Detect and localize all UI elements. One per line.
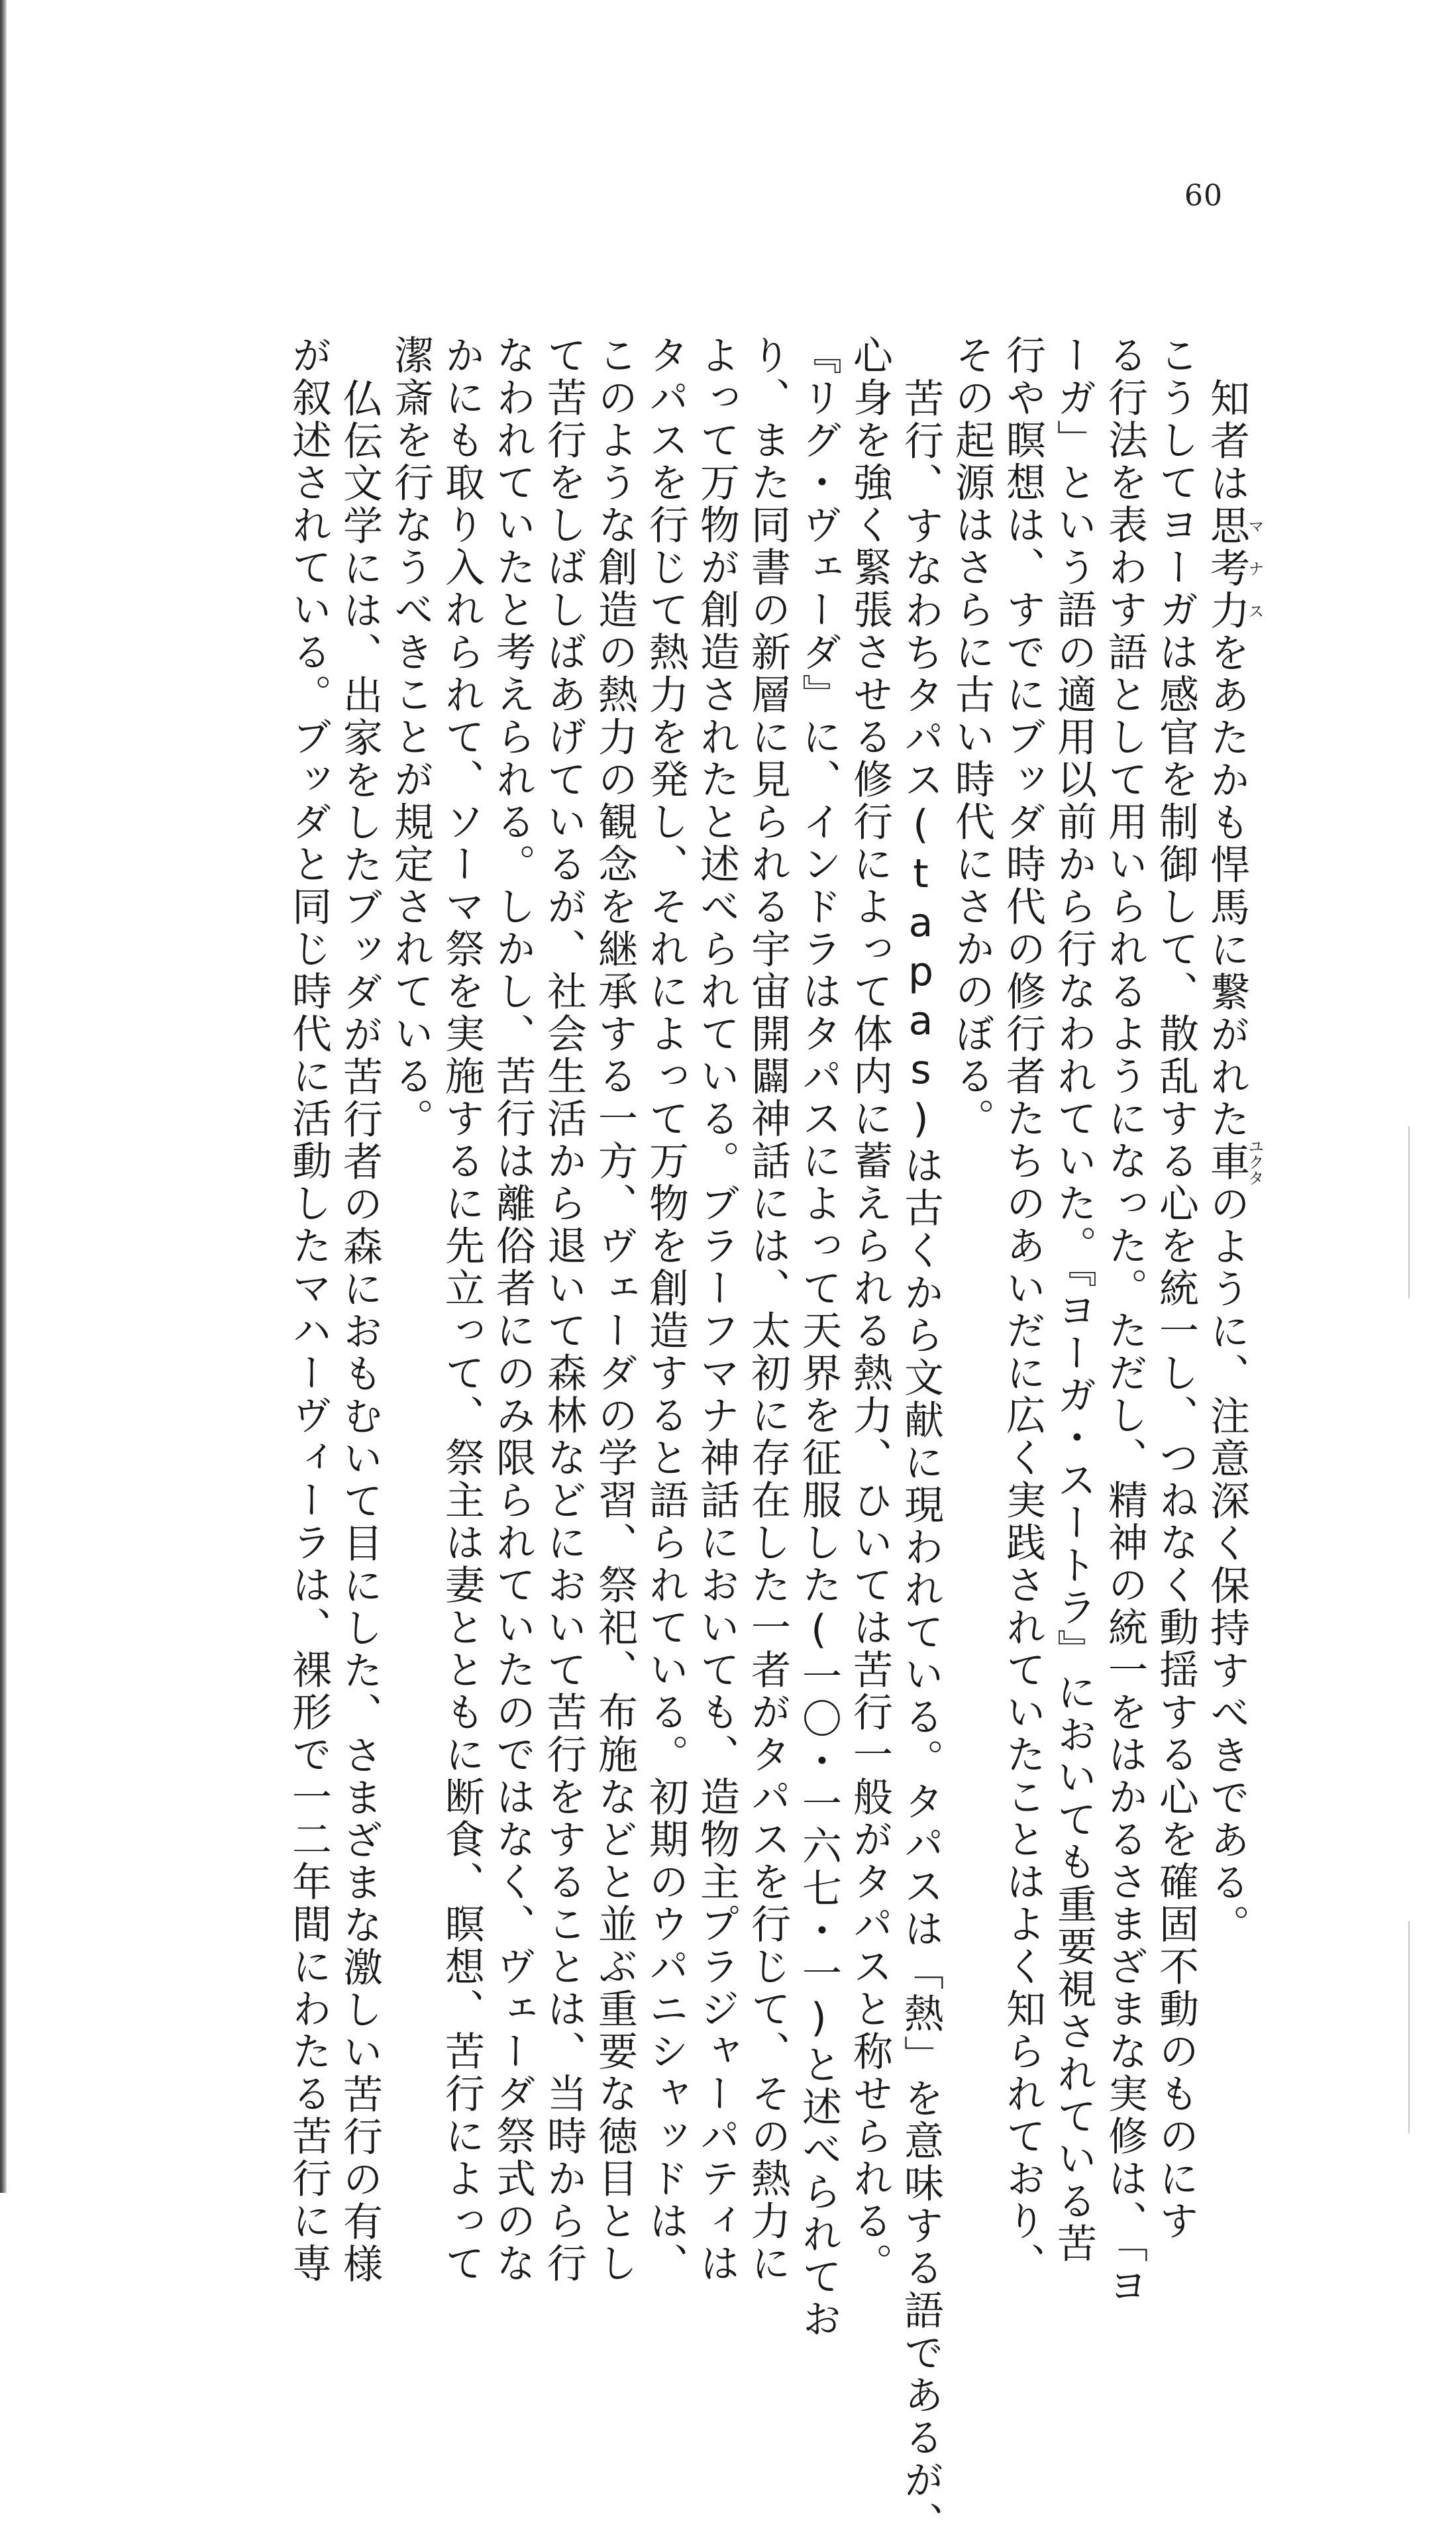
text-line: て苦行をしばしばあげているが、社会生活から退いて森林などにおいて苦行をすることは、当時から行	[541, 335, 587, 2285]
text-line: 知者は思考力マナスをあたかも悍馬に繋がれた車ユクタのように、注意深く保持すべきである。	[1204, 378, 1264, 1946]
text-line: よって万物が創造されたと述べられている。ブラーフマナ神話においても、造物主プラジャーパティは	[694, 335, 740, 2285]
binding-edge	[0, 0, 7, 2193]
text-line: このような創造の熱力の観念を継承する一方、ヴェーダの学習、祭祀、布施などと並ぶ重要な徳目とし	[592, 335, 638, 2285]
text-line: る行法を表わす語として用いられるようになった。ただし、精神の統一をはかるさまざまな実修は、「ヨ	[1102, 335, 1148, 2307]
text-line: 潔斎を行なうべきことが規定されている。	[388, 335, 434, 1140]
text-line: 仏伝文学には、出家をしたブッダが苦行者の森におもむいて目にした、さまざまな激しい苦行の有様	[337, 378, 383, 2286]
text-line: 『リグ・ヴェーダ』に、インドラはタパスによって天界を征服した(一〇・一六七・一)と述べられてお	[796, 335, 842, 2341]
body-text	[283, 335, 1264, 2544]
text-line: が叙述されている。ブッダと同じ時代に活動したマハーヴィーラは、裸形で一二年間にわたる苦行に専	[286, 335, 332, 2285]
scan-artifact	[1408, 1126, 1410, 1298]
text-line: 苦行、すなわちタパス(tapas)は古くから文献に現われている。タパスは「熱」を意味する語であるが、	[898, 378, 944, 2544]
text-line: なわれていたと考えられる。しかし、苦行は離俗者にのみ限られていたのではなく、ヴェーダ祭式のな	[490, 335, 536, 2285]
ruby-annotation: 思考力マナス	[1204, 505, 1264, 632]
scan-artifact	[1408, 1921, 1410, 2133]
text-line: その起源はさらに古い時代にさかのぼる。	[949, 335, 995, 1140]
text-line: タパスを行じて熱力を発し、それによって万物を創造すると語られている。初期のウパニシャッドは、	[643, 335, 689, 2285]
text-line: ーガ」という語の適用以前から行なわれていた。『ヨーガ・スートラ』においても重要視されている苦	[1051, 335, 1097, 2265]
text-line: こうしてヨーガは感官を制御して、散乱する心を統一し、つねなく動揺する心を確固不動のものにす	[1153, 335, 1199, 2243]
text-line: り、また同書の新層に見られる宇宙開闢神話には、太初に存在した一者がタパスを行じて、その熱力に	[745, 335, 791, 2285]
page-number: 60	[1184, 179, 1223, 213]
text-line: 行や瞑想は、すでにブッダ時代の修行者たちのあいだに広く実践されていたことはよく知られており、	[1000, 335, 1046, 2285]
text-line: かにも取り入れられて、ソーマ祭を実施するに先立って、祭主は妻とともに断食、瞑想、苦行によって	[439, 335, 485, 2285]
text-line: 心身を強く緊張させる修行によって体内に蓄えられる熱力、ひいては苦行一般がタパスと称せられる。	[847, 335, 893, 2285]
ruby-annotation: 車ユクタ	[1204, 1138, 1264, 1186]
